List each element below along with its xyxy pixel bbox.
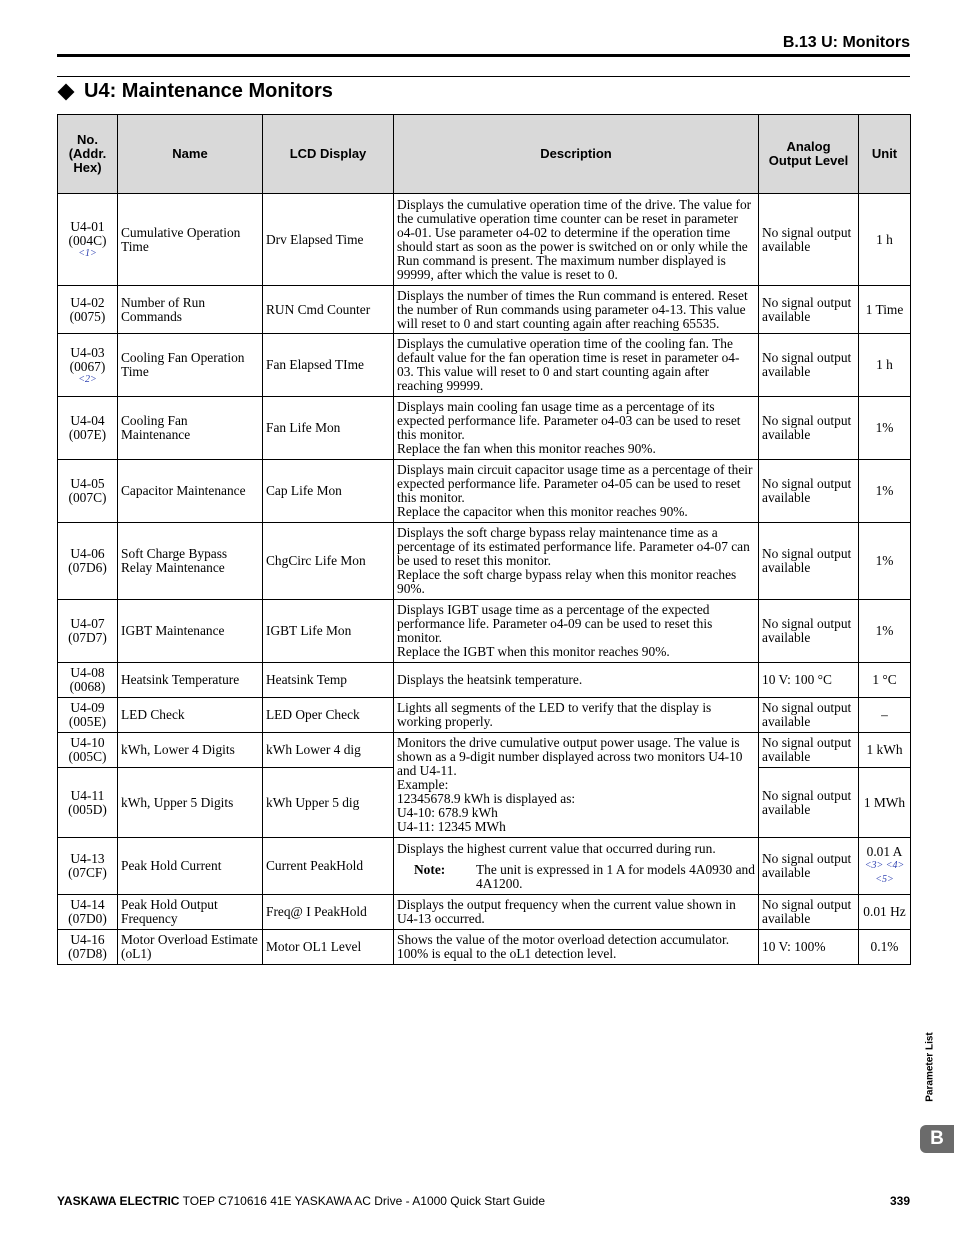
cell-description: Displays the heatsink temperature. (394, 663, 759, 698)
cell-unit: 1 °C (859, 663, 911, 698)
cell-analog: No signal output available (759, 460, 859, 523)
cell-analog: No signal output available (759, 838, 859, 895)
cell-name: Cumulative Operation Time (118, 194, 263, 286)
header-rule (57, 54, 910, 57)
cell-unit: 0.1% (859, 930, 911, 965)
table-row (58, 663, 911, 698)
footnote-ref-link[interactable]: <5> (875, 874, 894, 885)
cell-lcd: LED Oper Check (263, 698, 394, 733)
table-header-row (58, 115, 911, 194)
table-row (58, 930, 911, 965)
cell-name: Capacitor Maintenance (118, 460, 263, 523)
cell-description: Displays the cumulative operation time of the cooling fan. The default value for the fan operation time is reset in parameter o4-03. This value will reset to 0 and start counting again after reaching 99999. (394, 334, 759, 397)
cell-analog: No signal output available (759, 523, 859, 600)
cell-lcd: Current PeakHold (263, 838, 394, 895)
cell-unit: 1% (859, 460, 911, 523)
table-row (58, 838, 911, 895)
note-text: The unit is expressed in 1 A for models 4A0930 and 4A1200. (476, 861, 755, 891)
cell-unit: 1% (859, 600, 911, 663)
cell-unit: 1% (859, 523, 911, 600)
cell-description: Displays the output frequency when the current value shown in U4-13 occurred. (394, 895, 759, 930)
cell-name: Heatsink Temperature (118, 663, 263, 698)
footer-doc: TOEP C710616 41E YASKAWA AC Drive - A1000 Quick Start Guide (182, 1194, 546, 1208)
header-rule-thin (57, 76, 910, 77)
cell-description: Monitors the drive cumulative output power usage. The value is shown as a 9-digit number displayed across two monitors U4-10 and U4-11. Example: 12345678.9 kWh is displayed as: U4-10: 678.9 kWh U4-11: 12345 MWh (394, 733, 759, 838)
cell-name: Motor Overload Estimate (oL1) (118, 930, 263, 965)
table-row (58, 194, 911, 286)
table-row (58, 397, 911, 460)
cell-description: Displays main circuit capacitor usage time as a percentage of their expected performance life. Parameter o4-05 can be used to reset this monitor. Replace the capacitor when this monitor reaches 90%. (394, 460, 759, 523)
column-header-analog: Analog Output Level (759, 115, 859, 194)
column-header-no: No. (Addr. Hex) (58, 115, 118, 194)
table-row (58, 334, 911, 397)
section-title-text: U4: Maintenance Monitors (84, 80, 333, 102)
diamond-bullet-icon (58, 83, 75, 100)
cell-unit: 1 MWh (859, 768, 911, 838)
cell-analog: No signal output available (759, 698, 859, 733)
cell-unit: 1 h (859, 334, 911, 397)
table-row (58, 460, 911, 523)
side-tab-letter[interactable]: B (920, 1125, 954, 1153)
cell-unit: 0.01 Hz (859, 895, 911, 930)
cell-unit: 1% (859, 397, 911, 460)
cell-name: kWh, Lower 4 Digits (118, 733, 263, 768)
cell-description: Displays the number of times the Run command is entered. Reset the number of Run commands using parameter o4-13. This value will reset to 0 and start counting again after reaching 65535. (394, 286, 759, 334)
note-block (397, 863, 755, 891)
cell-lcd: IGBT Life Mon (263, 600, 394, 663)
cell-lcd: RUN Cmd Counter (263, 286, 394, 334)
column-header-description: Description (394, 115, 759, 194)
cell-analog: No signal output available (759, 334, 859, 397)
cell-no: U4-10 (005C) (58, 733, 118, 768)
cell-unit: – (859, 698, 911, 733)
cell-name: IGBT Maintenance (118, 600, 263, 663)
cell-lcd: kWh Lower 4 dig (263, 733, 394, 768)
cell-analog: 10 V: 100% (759, 930, 859, 965)
cell-description: Displays the cumulative operation time of the drive. The value for the cumulative operation time counter can be reset in parameter o4-01. Use parameter o4-02 to determine if the operation time should start as soon as the power is switched on or only while the Run command is present. The maximum number displayed is 99999, after which the value is reset to 0. (394, 194, 759, 286)
cell-unit: 1 Time (859, 286, 911, 334)
cell-analog: No signal output available (759, 194, 859, 286)
cell-description: Displays main cooling fan usage time as a percentage of its expected performance life. Parameter o4-03 can be used to reset this monitor. Replace the fan when this monitor reaches 90%. (394, 397, 759, 460)
cell-no: U4-14 (07D0) (58, 895, 118, 930)
cell-no: U4-07 (07D7) (58, 600, 118, 663)
cell-lcd: Drv Elapsed Time (263, 194, 394, 286)
cell-no: U4-13 (07CF) (58, 838, 118, 895)
column-header-name: Name (118, 115, 263, 194)
cell-lcd: Heatsink Temp (263, 663, 394, 698)
table-row (58, 523, 911, 600)
cell-description: Displays IGBT usage time as a percentage of the expected performance life. Parameter o4-09 can be used to reset this monitor. Replace the IGBT when this monitor reaches 90%. (394, 600, 759, 663)
page-number: 339 (889, 1194, 910, 1208)
cell-name: Peak Hold Output Frequency (118, 895, 263, 930)
cell-no: U4-01 (004C) <1> (58, 194, 118, 286)
cell-analog: No signal output available (759, 895, 859, 930)
table-row (58, 733, 911, 768)
cell-analog: No signal output available (759, 768, 859, 838)
section-title (57, 80, 333, 103)
cell-description: Lights all segments of the LED to verify that the display is working properly. (394, 698, 759, 733)
cell-name: Cooling Fan Maintenance (118, 397, 263, 460)
cell-name: Number of Run Commands (118, 286, 263, 334)
cell-analog: No signal output available (759, 600, 859, 663)
column-header-lcd: LCD Display (263, 115, 394, 194)
footer (57, 1194, 545, 1208)
side-tab-label: Parameter List (924, 1032, 936, 1102)
cell-lcd: Freq@ I PeakHold (263, 895, 394, 930)
cell-no: U4-11 (005D) (58, 768, 118, 838)
cell-lcd: Fan Life Mon (263, 397, 394, 460)
table-row (58, 286, 911, 334)
section-header: B.13 U: Monitors (782, 34, 910, 51)
cell-lcd: ChgCirc Life Mon (263, 523, 394, 600)
cell-unit: 1 h (859, 194, 911, 286)
cell-name: Cooling Fan Operation Time (118, 334, 263, 397)
cell-lcd: Fan Elapsed TIme (263, 334, 394, 397)
table-row (58, 698, 911, 733)
cell-analog: No signal output available (759, 733, 859, 768)
cell-lcd: kWh Upper 5 dig (263, 768, 394, 838)
cell-no: U4-05 (007C) (58, 460, 118, 523)
cell-no: U4-03 (0067) <2> (58, 334, 118, 397)
cell-name: kWh, Upper 5 Digits (118, 768, 263, 838)
cell-analog: No signal output available (759, 286, 859, 334)
footnote-ref-link[interactable]: <3> <4> (864, 860, 905, 871)
cell-unit: 0.01 A <3> <4> <5> (859, 838, 911, 895)
cell-analog: 10 V: 100 °C (759, 663, 859, 698)
cell-name: LED Check (118, 698, 263, 733)
cell-no: U4-08 (0068) (58, 663, 118, 698)
cell-no: U4-06 (07D6) (58, 523, 118, 600)
cell-name: Soft Charge Bypass Relay Maintenance (118, 523, 263, 600)
cell-description: Displays the highest current value that occurred during run. Note: The unit is expressed in 1 A for models 4A0930 and 4A1200. (394, 838, 759, 895)
cell-no: U4-04 (007E) (58, 397, 118, 460)
cell-no: U4-16 (07D8) (58, 930, 118, 965)
cell-description: Shows the value of the motor overload detection accumulator. 100% is equal to the oL1 detection level. (394, 930, 759, 965)
column-header-unit: Unit (859, 115, 911, 194)
table-row (58, 600, 911, 663)
maintenance-monitors-table (57, 114, 911, 965)
footnote-ref-link[interactable]: <1> (78, 248, 97, 259)
cell-analog: No signal output available (759, 397, 859, 460)
footer-brand: YASKAWA ELECTRIC (57, 1194, 180, 1208)
cell-no: U4-09 (005E) (58, 698, 118, 733)
cell-lcd: Cap Life Mon (263, 460, 394, 523)
cell-lcd: Motor OL1 Level (263, 930, 394, 965)
cell-no: U4-02 (0075) (58, 286, 118, 334)
cell-name: Peak Hold Current (118, 838, 263, 895)
note-label: Note: (414, 861, 446, 877)
cell-description: Displays the soft charge bypass relay maintenance time as a percentage of its estimated performance life. Parameter o4-07 can be used to reset this monitor. Replace the soft charge bypass relay when this monitor reaches 90%. (394, 523, 759, 600)
cell-unit: 1 kWh (859, 733, 911, 768)
footnote-ref-link[interactable]: <2> (78, 373, 97, 385)
table-row (58, 895, 911, 930)
